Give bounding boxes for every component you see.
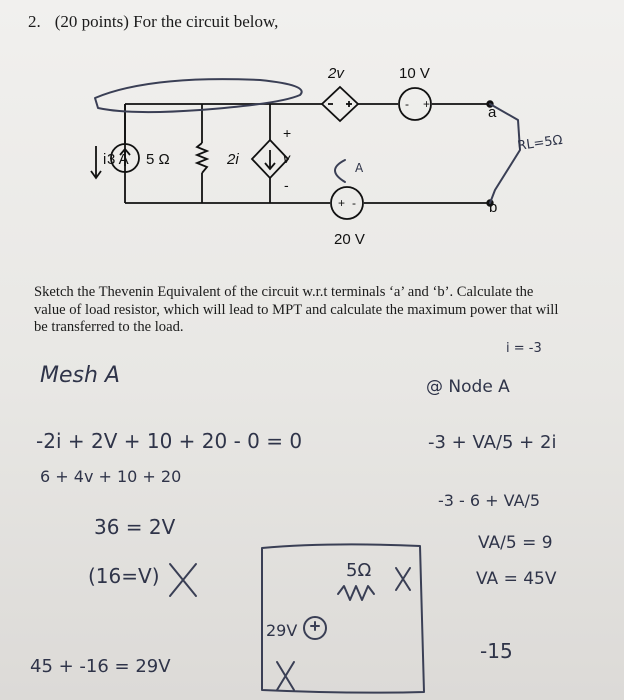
mesh-equation-1: -2i + 2V + 10 + 20 - 0 = 0 [36,429,303,453]
v-plus-label: + [283,125,292,141]
source-3a-label: 3 A [107,151,129,168]
node-equation-2: -3 - 6 + VA/5 [438,491,541,510]
pencil-marks [95,79,520,203]
question-number: 2. [28,12,41,31]
i-value: i = -3 [506,341,542,356]
current-label: i [103,151,107,168]
problem-line-2: value of load resistor, which will lead to MPT and calculate the maximum power that will [34,301,559,318]
source-20v-label: 20 V [334,231,365,248]
question-header-text: (20 points) For the circuit below, [54,12,279,31]
thevenin-resistance: 5Ω [346,560,372,581]
source-10v-plus: + [423,97,431,111]
problem-statement [34,284,618,337]
source-10v-label: 10 V [399,65,430,82]
node-equation-3: VA/5 = 9 [478,533,553,553]
cross-mark-1 [170,564,196,596]
rl-note: RL=5Ω [516,132,564,154]
dep-current-label: 2i [227,151,239,168]
problem-line-1: Sketch the Thevenin Equivalent of the circuit w.r.t terminals ‘a’ and ‘b’. Calculate the [34,284,534,300]
problem-line-3: be transferred to the load. [34,319,184,335]
mesh-equation-5: 45 + -16 = 29V [30,656,171,677]
terminal-b-label: b [489,199,498,216]
v-minus-label: - [284,177,289,193]
v-label: v [283,150,290,166]
source-20v-minus: - [352,196,356,210]
node-a-pencil: A [355,161,364,175]
mesh-equation-4: (16=V) [88,564,160,588]
minus-15-note: -15 [480,639,513,663]
terminal-a-label: a [488,104,497,121]
mesh-equation-2: 6 + 4v + 10 + 20 [40,467,182,486]
thevenin-sketch [262,544,424,692]
resistor-5-label: 5 Ω [146,151,170,168]
source-10v-minus: - [405,97,409,111]
node-equation-1: -3 + VA/5 + 2i [428,432,557,453]
mesh-equation-3: 36 = 2V [94,515,176,539]
dep-voltage-label: 2v [328,65,344,82]
thevenin-voltage: 29V [266,621,298,640]
mesh-heading: Mesh A [40,363,120,388]
node-heading: @ Node A [426,377,510,397]
source-20v-plus: + [338,196,346,210]
node-equation-4: VA = 45V [476,569,557,589]
